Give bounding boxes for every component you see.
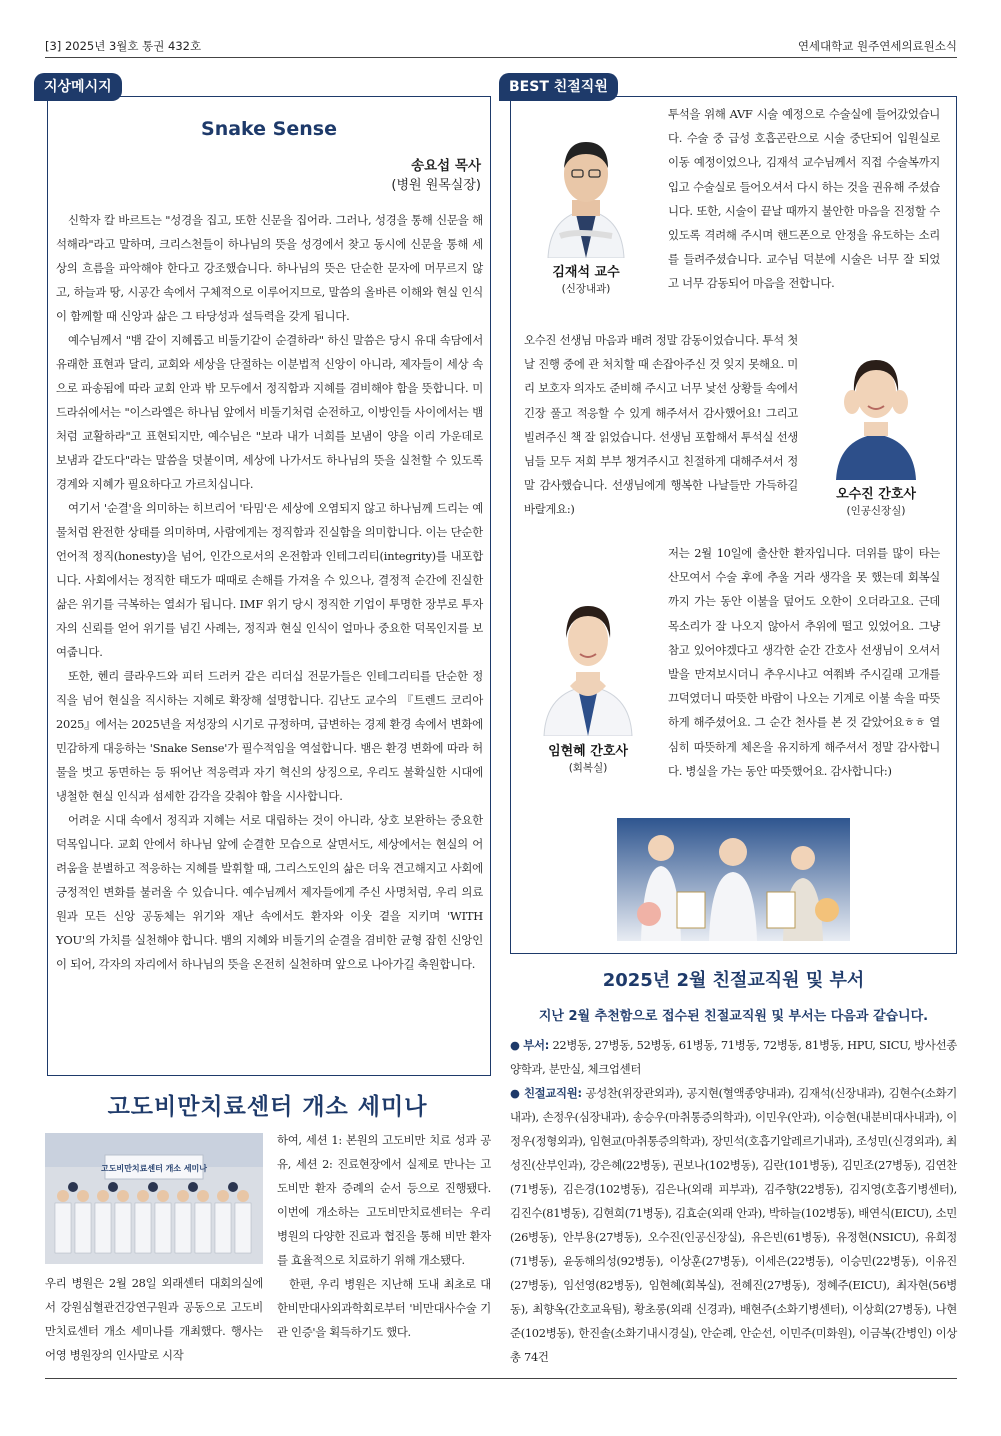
seminar-paragraph: 하여, 세션 1: 본원의 고도비만 치료 성과 공유, 세션 2: 진료현장에서 실제로 만나는 고도비만 환자 증례의 순서 등으로 진행됐다. 이번에 개소하는 고도비만치료센터는 우리 병원의 다양한 진료과 협진을 통해 비만 환자를 효율적으로 치료하기 위해 개소됐다. xyxy=(277,1133,491,1267)
staff-text: 공성찬(위장관외과), 공지현(혈액종양내과), 김재석(신장내과), 김현수(소화기내과), 손정우(심장내과), 송승우(마취통증의학과), 이민우(안과), 이승현(내분비대사내과), 이정우(정형외과), 임현교(마취통증의학과), 장민석(호흡기알레르기내과), 조성민(신경외과), 최성진(산부인과), 강은혜(22병동), 권보나(102병동), 김란(101병동), 김민조(27병동), 김연찬(71병동), 김은경(102병동), 김은나(외래 피부과), 김주향(22병동), 김지영(호흡기병센터), 김진수(81병동), 김현희(71병동), 김효순(외래 안과), 박하늘(102병동), 배연식(EICU), 소민(26병동), 안부용(27병동), 오수진(인공신장실), 유은빈(61병동), 유정현(NSICU), 유희정(71병동), 윤동해의성(92병동), 이상훈(27병동), 이세은(22병동), 이승민(22병동), 이유진(27병동), 임선영(82병동), 임현혜(회복실), 전혜진(27병동), 정혜주(EICU), 최자현(56병동), 최향옥(간호교육팀), 황초롱(외래 신경과), 배현주(소화기병센터), 이상희(27병동), 나현준(102병동), 한진솔(소화기내시경실), 안순례, 안순선, 이민주(미화원), 이금복(간병인) 이상 총 74건 xyxy=(510,1086,958,1364)
bullet-icon: ● xyxy=(510,1086,521,1100)
header-divider xyxy=(45,57,957,58)
meditation-tab: 지상메시지 xyxy=(34,73,122,101)
oh-sujin-name: 오수진 간호사 xyxy=(836,487,916,502)
kind-list-subtitle: 지난 2월 추천함으로 접수된 친절교직원 및 부서는 다음과 같습니다. xyxy=(538,1009,929,1024)
kim-jaeseok-story: 투석을 위해 AVF 시술 예정으로 수술실에 들어갔었습니다. 수술 중 급성 호흡곤란으로 시술 중단되어 입원실로 이동 예정이었으나, 김재석 교수님께서 직접 수술복까지 입고 수술실로 들어오셔서 다시 하는 것을 권유해 주셨습니다. 또한, 시술이 끝날 때까지 불안한 마음을 진정할 수 있도록 격려해 주시며 핸드폰으로 안정을 유도하는 소리를 들려주셨습니다. 교수님 덕분에 시술은 너무 잘 되었고 너무 감동되어 마음을 전합니다. xyxy=(668,107,940,291)
lim-hyeonhye-dept: (회복실) xyxy=(568,762,608,774)
lim-hyeonhye-story: 저는 2월 10일에 출산한 환자입니다. 더위를 많이 타는 산모여서 수술 후에 추울 거라 생각을 못 했는데 회복실까지 가는 동안 이불을 덮어도 오한이 오더라고요. 근데 목소리가 잘 나오지 않아서 추위에 떨고 있었어요. 그냥 참고 있어야겠다고 생각한 순간 간호사 선생님이 오셔서 발을 만져보시더니 추우시냐고 여쭤봐 주시길래 고개를 끄덕였더니 따뜻한 바람이 나오는 기계로 이불 속을 따뜻하게 해주셨어요. 그 순간 천사를 본 것 같았어요ㅎㅎ 열심히 따뜻하게 체온을 유지하게 해주셔서 정말 감사합니다. 병실을 가는 동안 따뜻했어요. 감사합니다:) xyxy=(668,546,940,778)
best-staff-tab: BEST 친절직원 xyxy=(499,73,618,101)
photo-lim-hyeonhye xyxy=(530,588,646,736)
kind-dept-entry xyxy=(510,1033,957,1081)
lim-hyeonhye-name: 임현혜 간호사 xyxy=(548,744,628,759)
dept-text: 22병동, 27병동, 52병동, 61병동, 71병동, 72병동, 81병동, HPU, SICU, 방사선종양학과, 분만실, 체크업센터 xyxy=(510,1038,957,1076)
oh-sujin-dept: (인공신장실) xyxy=(846,505,906,517)
meditation-paragraph: 또한, 헨리 클라우드와 피터 드러커 같은 리더십 전문가들은 인테그리티를 단순한 정직을 넘어 현실을 직시하는 지혜로 확장해 설명합니다. 김난도 교수의 『트렌드 코리아 2025』에서는 2025년을 저성장의 시기로 규정하며, 급변하는 경제 환경 속에서 변화에 민감하게 대응하는 'Snake Sense'가 필수적임을 역설합니다. 뱀은 환경 변화에 따라 허물을 벗고 동면하는 등 뛰어난 적응력과 자기 혁신의 상징으로, 우리도 불확실한 시대에 냉철한 현실 인식과 섬세한 감각을 갖춰야 함을 시사합니다. xyxy=(56,669,483,803)
seminar-photo xyxy=(45,1133,263,1264)
meditation-author xyxy=(391,156,481,196)
photo-kim-jaeseok xyxy=(530,118,642,258)
meditation-title: Snake Sense xyxy=(201,118,337,140)
publication-name: 연세대학교 원주연세의료원소식 xyxy=(797,39,957,53)
kind-list-title: 2025년 2월 친절교직원 및 부서 xyxy=(602,970,865,991)
oh-sujin-story: 오수진 선생님 마음과 배려 정말 감동이었습니다. 투석 첫날 진행 중에 관 처치할 때 손잡아주신 것 잊지 못해요. 미리 보호자 의자도 준비해 주시고 너무 낯선 상황들 속에서 긴장 풀고 적응할 수 있게 해주셔서 감사했어요! 그리고 빌려주신 책 잘 읽었습니다. 선생님 포함해서 투석실 선생님들 모두 저희 부부 챙겨주시고 친절하게 대해주셔서 정말 감사했습니다. 선생님에게 행복한 나날들만 가득하길 바랄게요:) xyxy=(524,333,798,517)
seminar-text-right xyxy=(277,1128,491,1344)
issue-info: [3] 2025년 3월호 통권 432호 xyxy=(45,39,202,53)
staff-label: 친절교직원: xyxy=(523,1086,582,1100)
dept-label: 부서: xyxy=(523,1038,549,1052)
seminar-banner: 고도비만치료센터 개소 세미나 xyxy=(100,1164,208,1173)
meditation-paragraph: 여기서 '순결'을 의미하는 히브리어 '타밈'은 세상에 오염되지 않고 하나님께 드리는 예물처럼 완전한 상태를 의미하며, 사람에게는 정직함과 진실함을 의미합니다. 이는 단순한 언어적 정직(honesty)을 넘어, 인간으로서의 온전함과 인테그리티(integrity)를 내포합니다. 사회에서는 정직한 태도가 때때로 손해를 가져올 수 있으나, 결정적 순간에 진실한 삶은 위기를 극복하는 열쇠가 됩니다. IMF 위기 당시 정직한 기업이 투명한 장부로 투자자의 신뢰를 얻어 위기를 넘긴 사례는, 정직과 현실 인식이 얼마나 중요한 덕목인지를 보여줍니다. xyxy=(56,501,483,659)
seminar-text-left: 우리 병원은 2월 28일 외래센터 대회의실에서 강원심혈관건강연구원과 공동으로 고도비만치료센터 개소 세미나를 개최했다. 행사는 어영 병원장의 인사말로 시작 xyxy=(45,1276,263,1362)
kim-jaeseok-name: 김재석 교수 xyxy=(552,265,620,280)
meditation-paragraph: 신학자 칼 바르트는 "성경을 집고, 또한 신문을 집어라. 그러나, 성경을 통해 신문을 해석해라"라고 말하며, 크리스천들이 하나님의 뜻을 성경에서 찾고 동시에 신문을 통해 세상의 흐름을 파악해야 한다고 강조했습니다. 하나님의 뜻은 단순한 문자에 머무르지 않고, 하늘과 땅, 시공간 속에서 구체적으로 이루어지므로, 말씀의 올바른 이해와 현실 인식이 함께할 때 신앙과 삶은 그 타당성과 설득력을 갖게 됩니다. xyxy=(56,213,483,323)
seminar-title: 고도비만치료센터 개소 세미나 xyxy=(107,1094,428,1120)
kind-list-body xyxy=(510,1033,957,1369)
bullet-icon: ● xyxy=(510,1038,520,1052)
footer-divider xyxy=(45,1378,957,1379)
seminar-paragraph: 한편, 우리 병원은 지난해 도내 최초로 대한비만대사외과학회로부터 '비만대사수술 기관 인증'을 획득하기도 했다. xyxy=(277,1277,491,1339)
page-header xyxy=(45,36,957,56)
meditation-paragraph: 예수님께서 "뱀 같이 지혜롭고 비둘기같이 순결하라" 하신 말씀은 당시 유대 속담에서 유래한 표현과 달리, 교회와 세상을 단절하는 이분법적 신앙이 아니라, 제자들이 세상 속으로 파송됨에 따라 교회 안과 밖 모두에서 정직함과 지혜를 겸비해야 함을 뜻합니다. 미드라쉬에서는 "이스라엘은 하나님 앞에서 비둘기처럼 순전하고, 이방인들 사이에서는 뱀처럼 교활하라"고 표현되지만, 예수님은 "보라 내가 너희를 보냄이 양을 이리 가운데로 보냄과 같도다"라는 말씀을 덧붙이며, 세상에 나가서도 하나님의 뜻을 실천할 수 있도록 경계와 지혜가 필요하다고 가르치십니다. xyxy=(56,333,483,491)
author-role: (병원 원목실장) xyxy=(391,178,481,193)
kind-staff-entry xyxy=(510,1081,957,1369)
award-photo xyxy=(617,818,850,941)
meditation-body xyxy=(56,208,483,976)
kim-jaeseok-dept: (신장내과) xyxy=(561,283,611,295)
meditation-paragraph: 어려운 시대 속에서 정직과 지혜는 서로 대립하는 것이 아니라, 상호 보완하는 중요한 덕목입니다. 교회 안에서 하나님 앞에 순결한 모습으로 살면서도, 세상에서는 현실의 어려움을 분별하고 적응하는 지혜를 발휘할 때, 그리스도인의 삶은 더욱 견고해지고 사회에 긍정적인 변화를 불러올 수 있습니다. 예수님께서 제자들에게 주신 사명처럼, 우리 의료원과 모든 신앙 공동체는 위기와 재난 속에서도 환자와 이웃 곁을 지키며 'WITH YOU'의 가치를 실천해야 합니다. 뱀의 지혜와 비둘기의 순결을 겸비한 균형 잡힌 신앙인이 되어, 각자의 자리에서 하나님의 뜻을 온전히 실천하며 앞으로 나아가길 축원합니다. xyxy=(56,813,483,971)
author-name: 송요섭 목사 xyxy=(411,158,481,174)
photo-oh-sujin xyxy=(820,340,932,480)
